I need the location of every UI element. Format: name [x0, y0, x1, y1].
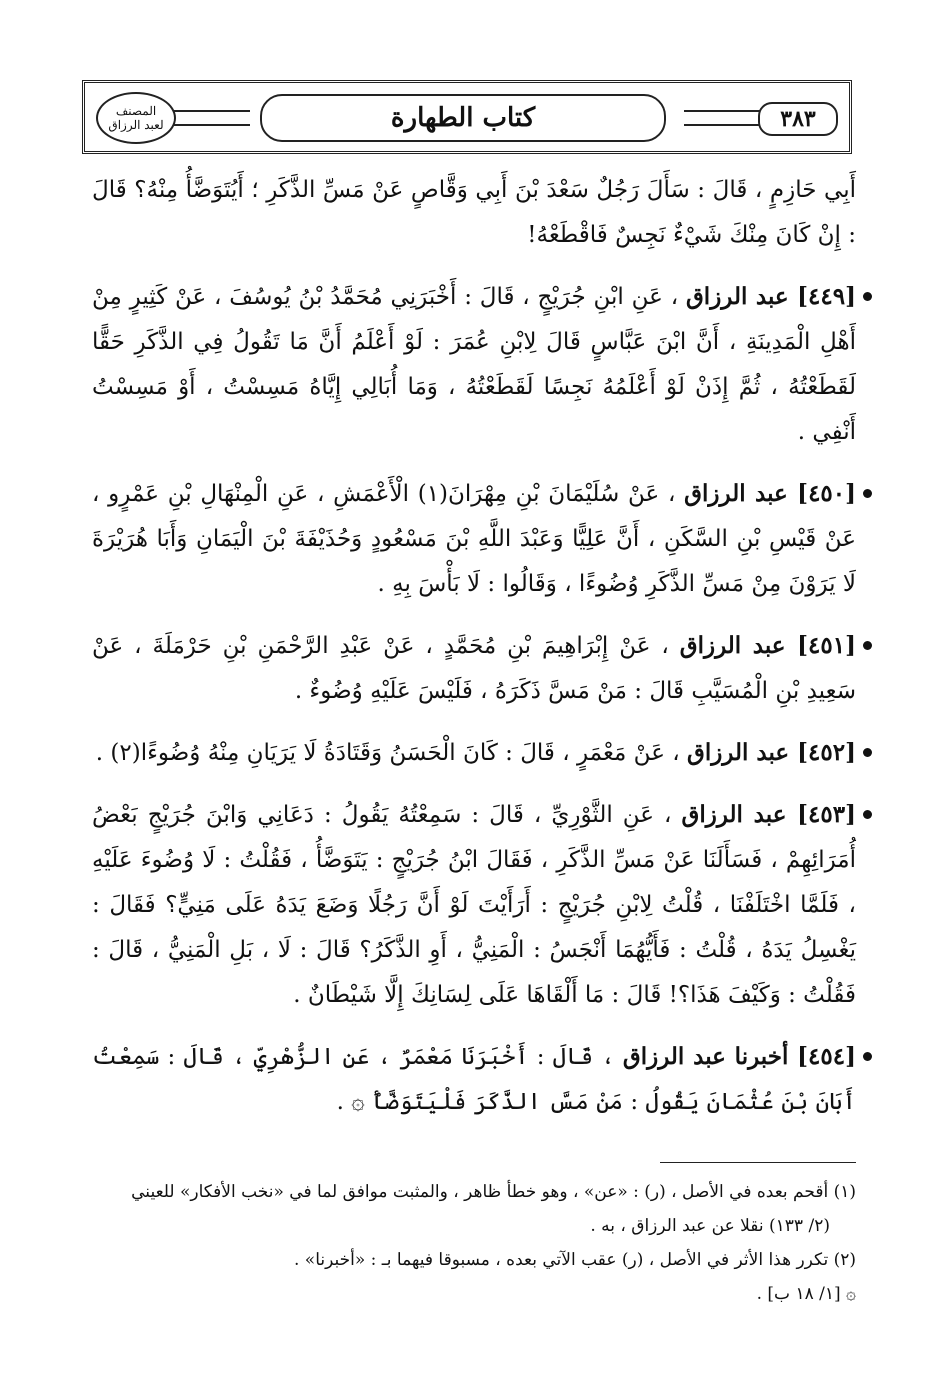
- hadith-text: ، عَنْ سُلَيْمَانَ بْنِ مِهْرَانَ(١) الْأَعْمَشِ ، عَنِ الْمِنْهَالِ بْنِ عَمْرٍو ، عَنْ قَيْسِ بْنِ السَّكَنِ ، أَنَّ عَلِيًّا وَعَبْدَ اللَّهِ بْنَ مَسْعُودٍ وَحُذَيْفَةَ بْنَ الْيَمَانِ وَأَبَا هُرَيْرَةَ لَا يَرَوْنَ مِنْ مَسِّ الذَّكَرِ وُضُوءًا ، وَقَالُوا : لَا بَأْسَ بِهِ .: [92, 481, 856, 597]
- book-logo: [96, 92, 176, 144]
- hadith-453: [92, 792, 856, 1018]
- bullet-icon: [863, 489, 872, 498]
- hadith-451: [92, 623, 856, 714]
- logo-line-1: المصنف: [115, 103, 157, 118]
- hadith-450: [92, 471, 856, 607]
- logo-line-2: لعبد الرزاق: [108, 118, 164, 132]
- page-number: ٣٨٣: [758, 102, 838, 136]
- bullet-icon: [863, 292, 872, 301]
- paragraph: [92, 168, 856, 258]
- footnote-2: (٢) تكرر هذا الأثر في الأصل ، (ر) عقب الآتي بعده ، مسبوقا فيهما بـ : «أخبرنا» .: [293, 1250, 856, 1270]
- hadith-label: [٤٥٠] عبد الرزاق: [684, 480, 857, 507]
- hadith-label: [٤٥٢] عبد الرزاق: [686, 739, 856, 766]
- manuscript-reference: ۞ [١/ ١٨ ب] .: [756, 1284, 856, 1304]
- bullet-icon: [863, 1052, 872, 1061]
- footnote-1: (١) أقحم بعده في الأصل ، (ر) : «عن» ، وهو خطأ ظاهر ، والمثبت موافق لما في «نخب الأفكار» للعيني: [131, 1182, 856, 1202]
- chapter-title: كتاب الطهارة: [260, 94, 666, 142]
- hadith-label: [٤٥٣] عبد الرزاق: [681, 801, 856, 828]
- footnote-separator: [660, 1162, 856, 1163]
- hadith-text: ، عَنِ الثَّوْرِيِّ ، قَالَ : سَمِعْتُهُ يَقُولُ : دَعَانِي وَابْنَ جُرَيْجٍ بَعْضُ أُمَرَائِهِمْ ، فَسَأَلَنَا عَنْ مَسِّ الذَّكَرِ ، فَقَالَ ابْنُ جُرَيْجٍ : يَتَوَضَّأُ ، فَقُلْتُ : لَا وُضُوءَ عَلَيْهِ ، فَلَمَّا اخْتَلَفْنَا ، قُلْتُ لِابْنِ جُرَيْجٍ : أَرَأَيْتَ لَوْ أَنَّ رَجُلًا وَضَعَ يَدَهُ عَلَى مَنِيٍّ؟ فَقَالَ : يَغْسِلُ يَدَهُ ، قُلْتُ : فَأَيُّهُمَا أَنْجَسُ : الْمَنِيُّ ، أَوِ الذَّكَرُ؟ قَالَ : لَا ، بَلِ الْمَنِيُّ ، قَالَ : فَقُلْتُ : وَكَيْفَ هَذَا؟! قَالَ : مَا أَلْقَاهَا عَلَى لِسَانِكَ إِلَّا شَيْطَانٌ .: [92, 802, 856, 1008]
- footnote-1-continued: (٢/ ١٣٣) نقلا عن عبد الرزاق ، به .: [590, 1216, 830, 1236]
- bullet-icon: [863, 748, 872, 757]
- bullet-icon: [863, 641, 872, 650]
- bullet-icon: [863, 810, 872, 819]
- main-text: [92, 168, 856, 1141]
- hadith-label: [٤٥٤] أخبرنا عبد الرزاق: [622, 1043, 856, 1070]
- hadith-label: [٤٤٩] عبد الرزاق: [685, 283, 856, 310]
- hadith-text: ، عَنِ ابْنِ جُرَيْجٍ ، قَالَ : أَخْبَرَنِي مُحَمَّدُ بْنُ يُوسُفَ ، عَنْ كَثِيرٍ مِنْ أَهْلِ الْمَدِينَةِ ، أَنَّ ابْنَ عَبَّاسٍ قَالَ لِابْنِ عُمَرَ : لَوْ أَعْلَمُ أَنَّ مَا تَقُولُ فِي الذَّكَرِ حَقًّا لَقَطَعْتُهُ ، ثُمَّ إِذَنْ لَوْ أَعْلَمُهُ نَجِسًا لَقَطَعْتُهُ ، وَمَا أُبَالِي إِيَّاهُ مَسِسْتُ ، أَوْ مَسِسْتُ أَنْفِي .: [92, 284, 856, 445]
- hadith-449: [92, 274, 856, 455]
- page-header: [82, 80, 852, 154]
- hadith-text: ، عَنْ مَعْمَرٍ ، قَالَ : كَانَ الْحَسَنُ وَقَتَادَةُ لَا يَرَيَانِ مِنْهُ وُضُوءًا(٢) .: [95, 740, 680, 766]
- hadith-label: [٤٥١] عبد الرزاق: [679, 632, 856, 659]
- hadith-text: ، قَالَ : أَخْبَرَنَا مَعْمَرٌ ، عَنِ الزُّهْرِيِّ ، قَالَ : سَمِعْتُ أَبَانَ بْنَ عُثْمَانَ يَقُولُ : مَنْ مَسَّ الذَّكَرَ فَلْيَتَوَضَّأْ ۞ .: [92, 1044, 856, 1115]
- hadith-454: [92, 1034, 856, 1125]
- paragraph-text: أَبِي حَازِمٍ ، قَالَ : سَأَلَ رَجُلٌ سَعْدَ بْنَ أَبِي وَقَّاصٍ عَنْ مَسِّ الذَّكَرِ ؛ أَيُتَوَضَّأُ مِنْهُ؟ قَالَ : إِنْ كَانَ مِنْكَ شَيْءٌ نَجِسٌ فَاقْطَعْهُ!: [92, 177, 856, 248]
- footnotes: [92, 1175, 856, 1311]
- hadith-text: ، عَنْ إِبْرَاهِيمَ بْنِ مُحَمَّدٍ ، عَنْ عَبْدِ الرَّحْمَنِ بْنِ حَرْمَلَةَ ، عَنْ سَعِيدِ بْنِ الْمُسَيَّبِ قَالَ : مَنْ مَسَّ ذَكَرَهُ ، فَلَيْسَ عَلَيْهِ وُضُوءٌ .: [92, 633, 856, 704]
- hadith-452: [92, 730, 856, 776]
